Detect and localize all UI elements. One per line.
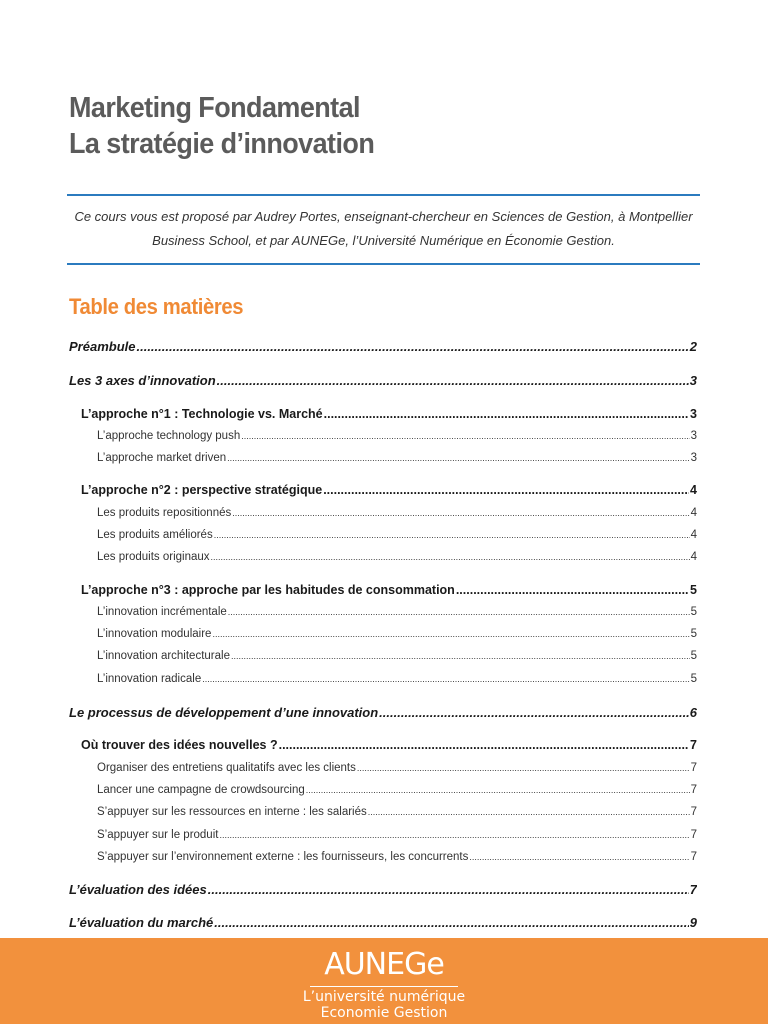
toc-entry[interactable] — [97, 784, 697, 796]
toc-entry-label: L’innovation architecturale — [97, 650, 230, 662]
toc-entry[interactable] — [97, 551, 697, 563]
toc-entry-page: 4 — [690, 507, 697, 519]
toc-entry[interactable] — [97, 829, 697, 841]
toc-entry-label: Préambule — [69, 339, 136, 354]
toc-entry-label: Organiser des entretiens qualitatifs avec les clients — [97, 762, 356, 774]
toc-entry-page: 5 — [690, 673, 697, 685]
toc-entry-page: 4 — [690, 551, 697, 563]
toc-entry-label: L’évaluation du marché — [69, 915, 214, 930]
toc-leader-dots — [231, 650, 690, 662]
toc-entry-page: 7 — [690, 851, 697, 863]
toc-leader-dots — [279, 738, 689, 752]
toc-leader-dots — [208, 882, 689, 897]
logo-divider — [310, 986, 458, 987]
toc-entry-label: L’approche n°3 : approche par les habitudes de consommation — [81, 583, 455, 597]
logo-tagline-2: Economie Gestion — [320, 1005, 448, 1021]
toc-leader-dots — [324, 407, 689, 421]
toc-entry-label: Les 3 axes d’innovation — [69, 373, 216, 388]
toc-leader-dots — [357, 762, 690, 774]
toc-entry-page: 3 — [690, 407, 697, 421]
toc-leader-dots — [214, 915, 689, 930]
toc-entry-label: Où trouver des idées nouvelles ? — [81, 738, 278, 752]
bottom-divider — [67, 263, 700, 265]
toc-entry[interactable] — [97, 606, 697, 618]
toc-leader-dots — [323, 483, 689, 497]
toc-entry-label: L’évaluation des idées — [69, 882, 207, 897]
toc-leader-dots — [217, 373, 689, 388]
toc-entry-label: L’approche n°1 : Technologie vs. Marché — [81, 407, 323, 421]
document-title — [69, 90, 397, 162]
toc-leader-dots — [202, 673, 689, 685]
toc-entry[interactable] — [97, 851, 697, 863]
toc-entry-label: S’appuyer sur les ressources en interne : les salariés — [97, 806, 367, 818]
toc-leader-dots — [241, 430, 689, 442]
toc-entry[interactable] — [81, 407, 697, 421]
toc-leader-dots — [469, 851, 689, 863]
toc-entry-page: 7 — [689, 882, 697, 897]
toc-entry-label: L’approche technology push — [97, 430, 241, 442]
toc-leader-dots — [228, 606, 690, 618]
toc-entry-label: L’innovation modulaire — [97, 628, 212, 640]
toc-leader-dots — [379, 705, 689, 720]
toc-entry-label: Les produits repositionnés — [97, 507, 232, 519]
logo-name: AUNEGe — [324, 947, 444, 982]
toc-entry-label: Le processus de développement d’une innovation — [69, 705, 379, 720]
toc-leader-dots — [136, 339, 688, 354]
toc-entry-page: 7 — [690, 784, 697, 796]
toc-entry-page: 4 — [690, 483, 697, 497]
toc-entry-page: 5 — [690, 606, 697, 618]
intro-text: Ce cours vous est proposé par Audrey Portes, enseignant-chercheur en Sciences de Gestion, à Montpellier Business School, et par AUNEGe, l’Université Numérique en Économie Gestion. — [74, 209, 693, 248]
toc-leader-dots — [211, 551, 690, 563]
toc-entry-page: 6 — [689, 705, 697, 720]
toc-entry-page: 7 — [690, 738, 697, 752]
toc-entry-page: 9 — [689, 915, 697, 930]
toc-entry-label: Lancer une campagne de crowdsourcing — [97, 784, 305, 796]
logo-tagline-1: L’université numérique — [302, 989, 466, 1005]
title-line-2: La stratégie d’innovation — [69, 128, 375, 160]
toc-entry[interactable] — [97, 628, 697, 640]
toc-leader-dots — [368, 806, 690, 818]
toc-entry[interactable] — [97, 430, 697, 442]
toc-entry-label: L’approche market driven — [97, 452, 227, 464]
title-line-1: Marketing Fondamental — [69, 92, 360, 124]
toc-entry-page: 5 — [690, 628, 697, 640]
toc-entry[interactable] — [69, 705, 697, 720]
toc-entry-label: S’appuyer sur l’environnement externe : les fournisseurs, les concurrents — [97, 851, 469, 863]
toc-entry-page: 7 — [690, 762, 697, 774]
toc-leader-dots — [219, 829, 689, 841]
toc-entry-page: 2 — [689, 339, 697, 354]
toc-entry[interactable] — [97, 452, 697, 464]
toc-entry-label: L’innovation incrémentale — [97, 606, 227, 618]
toc-leader-dots — [212, 628, 689, 640]
toc-leader-dots — [232, 507, 689, 519]
toc-leader-dots — [306, 784, 690, 796]
toc-entry[interactable] — [69, 882, 697, 897]
toc-entry[interactable] — [69, 339, 697, 354]
toc-entry[interactable] — [97, 650, 697, 662]
toc-entry-page: 3 — [690, 452, 697, 464]
toc-entry[interactable] — [81, 583, 697, 597]
toc-leader-dots — [227, 452, 689, 464]
toc-entry[interactable] — [97, 762, 697, 774]
toc-entry[interactable] — [69, 915, 697, 930]
toc-entry[interactable] — [81, 738, 697, 752]
toc-leader-dots — [456, 583, 689, 597]
toc-entry-page: 5 — [690, 650, 697, 662]
toc-entry-page: 4 — [690, 529, 697, 541]
toc-heading: Table des matières — [69, 294, 244, 319]
toc-entry[interactable] — [97, 507, 697, 519]
toc-entry[interactable] — [69, 373, 697, 388]
toc-entry-label: Les produits améliorés — [97, 529, 213, 541]
toc-entry[interactable] — [97, 806, 697, 818]
toc-entry-page: 3 — [689, 373, 697, 388]
toc-entry-page: 7 — [690, 829, 697, 841]
toc-entry[interactable] — [81, 483, 697, 497]
toc-entry-label: L’approche n°2 : perspective stratégique — [81, 483, 323, 497]
toc-entry-page: 5 — [690, 583, 697, 597]
toc-entry-label: L’innovation radicale — [97, 673, 202, 685]
toc-leader-dots — [214, 529, 690, 541]
toc-entry[interactable] — [97, 529, 697, 541]
toc-entry[interactable] — [97, 673, 697, 685]
toc-entry-label: S’appuyer sur le produit — [97, 829, 219, 841]
toc-entry-label: Les produits originaux — [97, 551, 210, 563]
toc-entry-page: 7 — [690, 806, 697, 818]
aunege-logo — [0, 945, 768, 1021]
toc-entry-page: 3 — [690, 430, 697, 442]
top-divider — [67, 194, 700, 196]
